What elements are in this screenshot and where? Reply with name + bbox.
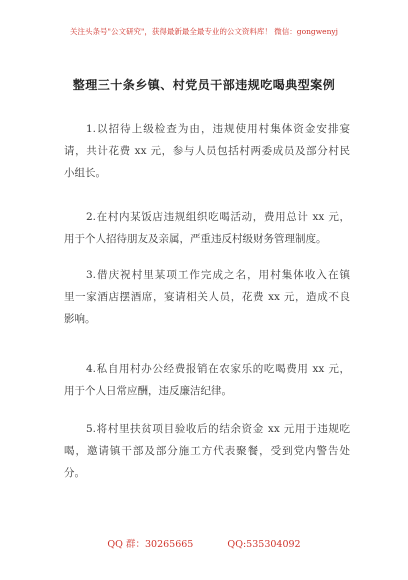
paragraph-3 [64, 264, 350, 330]
paragraph-line: 3.借庆祝村里某项工作完成之名，用村集体收入在镇 [86, 269, 350, 281]
footer-contact [0, 536, 408, 550]
footer-qq: QQ:535304092 [227, 539, 301, 550]
header-promo-note: 关注头条号"公文研究"，获得最新最全最专业的公文资料库！ 微信：gongwenyj [70, 27, 338, 36]
paragraph-line: 4.私自用村办公经费报销在农家乐的吃喝费用 xx 元， [86, 363, 350, 375]
document-title: 整理三十条乡镇、村党员干部违规吃喝典型案例 [72, 78, 336, 92]
paragraph-line: 请，共计花费 xx 元，参与人员包括村两委成员及部分村民 [64, 145, 350, 157]
paragraph-line: 用于个人招待朋友及亲属，严重违反村级财务管理制度。 [64, 233, 327, 245]
paragraph-line: 喝，邀请镇干部及部分施工方代表聚餐，受到党内警告处 [64, 445, 350, 457]
paragraph-line: 影响。 [64, 313, 96, 325]
paragraph-line: 小组长。 [64, 167, 106, 179]
paragraph-line: 里一家酒店摆酒席，宴请相关人员，花费 xx 元，造成不良 [64, 291, 350, 303]
paragraph-1 [64, 118, 350, 184]
paragraph-5 [64, 418, 350, 484]
paragraph-line: 用于个人日常应酬，违反廉洁纪律。 [64, 385, 232, 397]
paragraph-line: 分。 [64, 467, 85, 479]
footer-qq-group: QQ 群：30265665 [107, 539, 194, 550]
paragraph-4 [64, 358, 350, 402]
paragraph-line: 5.将村里扶贫项目验收后的结余资金 xx 元用于违规吃 [86, 423, 350, 435]
paragraph-line: 2.在村内某饭店违规组织吃喝活动，费用总计 xx 元， [86, 211, 350, 223]
paragraph-2 [64, 206, 350, 250]
paragraph-line: 1.以招待上级检查为由，违规使用村集体资金安排宴 [86, 123, 350, 135]
